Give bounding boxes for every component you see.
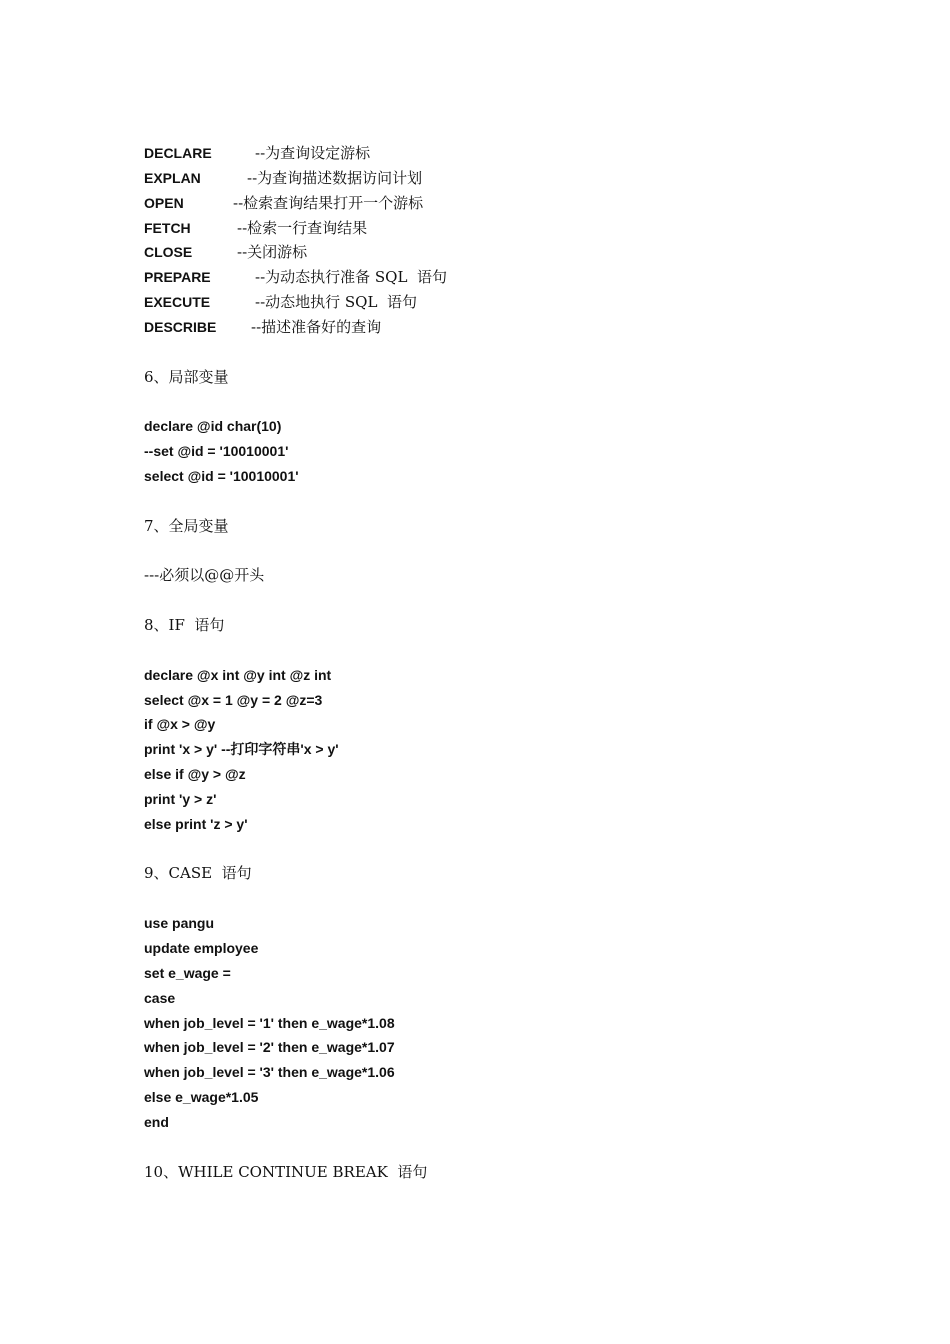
section-heading-6: 6、局部变量 — [144, 367, 229, 386]
list-item — [144, 240, 844, 265]
code-line: --set @id = '10010001' — [144, 443, 289, 460]
code-line: when job_level = '1' then e_wage*1.08 — [144, 1014, 395, 1031]
spacer — [144, 588, 844, 613]
spacer — [144, 340, 844, 365]
command-keyword: EXECUTE — [144, 294, 211, 311]
code-line: end — [144, 1113, 169, 1130]
code-line: when job_level = '2' then e_wage*1.07 — [144, 1039, 395, 1056]
spacer — [144, 539, 844, 564]
section-heading-9: 9、CASE 语句 — [144, 864, 252, 883]
spacer — [144, 489, 844, 514]
list-item — [144, 290, 844, 315]
section-heading-10: 10、WHILE CONTINUE BREAK 语句 — [144, 1162, 428, 1181]
global-variable-note: ---必须以@@开头 — [144, 566, 265, 585]
code-line: if @x > @y — [144, 716, 216, 733]
command-keyword: EXPLAN — [144, 169, 201, 186]
code-line: use pangu — [144, 915, 215, 932]
code-block-case-statement — [144, 911, 844, 1135]
list-item — [144, 191, 844, 216]
spacer — [144, 389, 844, 414]
command-keyword: PREPARE — [144, 269, 211, 286]
list-item — [144, 265, 844, 290]
spacer — [144, 837, 844, 862]
command-comment: --为动态执行准备 SQL 语句 — [255, 268, 447, 287]
list-item — [144, 166, 844, 191]
command-keyword: CLOSE — [144, 244, 193, 261]
code-line: when job_level = '3' then e_wage*1.06 — [144, 1064, 395, 1081]
command-comment: --为查询描述数据访问计划 — [247, 168, 423, 187]
cursor-command-list — [144, 141, 844, 340]
document-content — [144, 141, 844, 1184]
command-comment: --检索查询结果打开一个游标 — [233, 193, 424, 212]
command-comment: --检索一行查询结果 — [237, 218, 368, 237]
code-line: declare @id char(10) — [144, 418, 282, 435]
code-line: print 'y > z' — [144, 790, 217, 807]
list-item — [144, 315, 844, 340]
section-heading-7: 7、全局变量 — [144, 516, 229, 535]
list-item — [144, 141, 844, 166]
command-comment: --动态地执行 SQL 语句 — [255, 293, 417, 312]
code-line: select @x = 1 @y = 2 @z=3 — [144, 691, 323, 708]
command-comment: --为查询设定游标 — [255, 144, 371, 162]
command-comment: --描述准备好的查询 — [251, 317, 382, 336]
section-heading-8: 8、IF 语句 — [144, 616, 225, 635]
code-block-if-statement — [144, 663, 844, 837]
code-line: set e_wage = — [144, 964, 231, 981]
spacer — [144, 638, 844, 663]
code-line: print 'x > y' --打印字符串'x > y' — [144, 741, 339, 758]
spacer — [144, 886, 844, 911]
code-line: else print 'z > y' — [144, 815, 248, 832]
command-keyword: DESCRIBE — [144, 318, 217, 335]
command-keyword: OPEN — [144, 194, 184, 211]
command-keyword: DECLARE — [144, 145, 212, 161]
code-line: else e_wage*1.05 — [144, 1089, 259, 1106]
list-item — [144, 216, 844, 241]
spacer — [144, 1135, 844, 1160]
command-comment: --关闭游标 — [237, 243, 308, 262]
code-line: case — [144, 989, 176, 1006]
command-keyword: FETCH — [144, 219, 191, 236]
code-block-local-variables — [144, 414, 844, 489]
code-line: else if @y > @z — [144, 766, 246, 783]
code-line: declare @x int @y int @z int — [144, 666, 332, 683]
code-line: update employee — [144, 940, 259, 956]
code-line: select @id = '10010001' — [144, 467, 299, 484]
